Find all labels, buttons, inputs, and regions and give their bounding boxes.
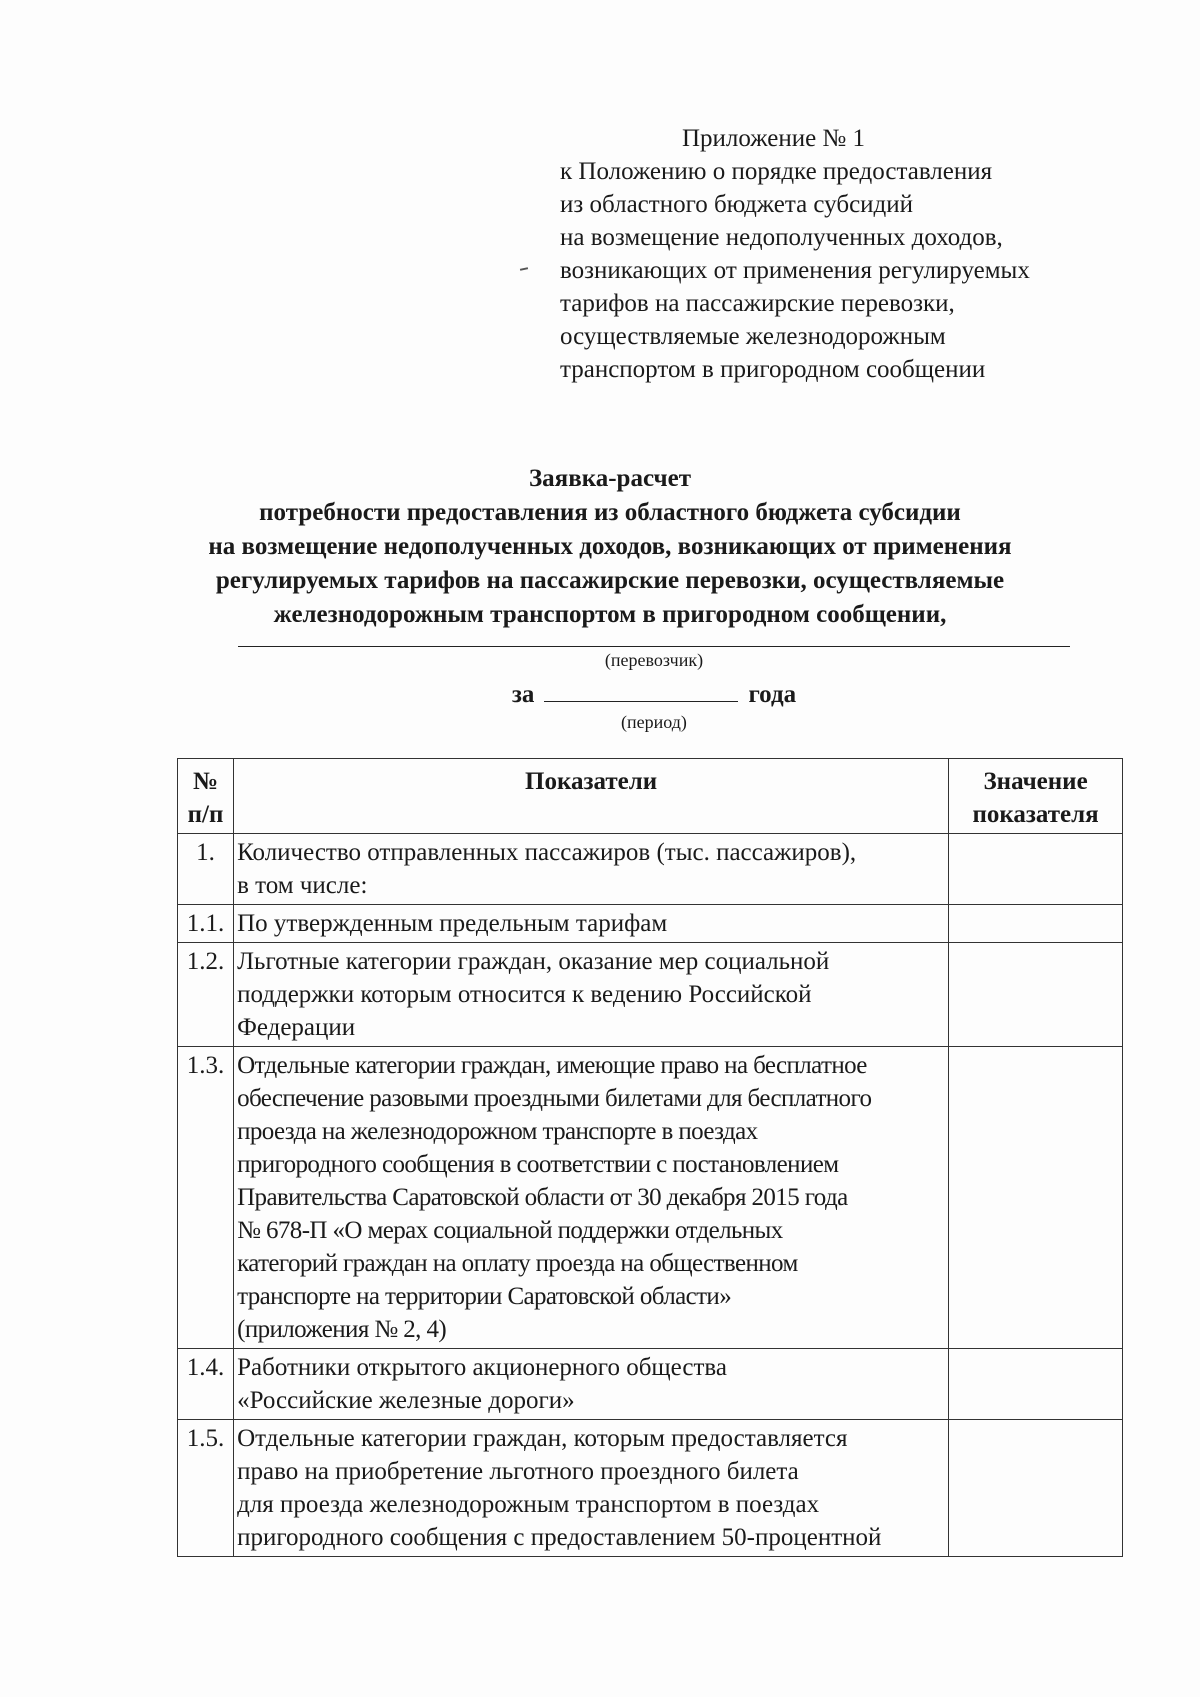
- row-indicator: [234, 1349, 949, 1420]
- header-value-line: показателя: [972, 801, 1099, 828]
- table-row: [178, 834, 1123, 905]
- indicator-line: Работники открытого акционерного общества: [237, 1354, 727, 1381]
- appendix-line: тарифов на пассажирские перевозки,: [560, 290, 955, 317]
- period-fill-line[interactable]: [544, 679, 738, 702]
- header-num-line: №: [192, 768, 219, 795]
- row-number: 1.3.: [178, 1047, 234, 1349]
- table-row: [178, 1047, 1123, 1349]
- period-prefix: за: [511, 681, 535, 708]
- row-value-cell[interactable]: [949, 834, 1123, 905]
- document-title: [150, 462, 1070, 632]
- row-number: 1.4.: [178, 1349, 234, 1420]
- indicator-line: транспорте на территории Саратовской области»: [237, 1283, 732, 1310]
- row-value-cell[interactable]: [949, 943, 1123, 1047]
- row-number: 1.: [178, 834, 234, 905]
- row-indicator: [234, 834, 949, 905]
- table-row: [178, 1349, 1123, 1420]
- appendix-line: на возмещение недополученных доходов,: [560, 224, 1003, 251]
- indicator-line: для проезда железнодорожным транспортом в поездах: [237, 1491, 820, 1518]
- title-line: железнодорожным транспортом в пригородном сообщении,: [273, 601, 947, 628]
- table-row: [178, 905, 1123, 943]
- title-line: на возмещение недополученных доходов, возникающих от применения: [208, 533, 1012, 560]
- indicator-line: поддержки которым относится к ведению Российской: [237, 981, 812, 1008]
- indicator-line: Льготные категории граждан, оказание мер социальной: [237, 948, 830, 975]
- row-number: 1.5.: [178, 1420, 234, 1557]
- row-indicator: [234, 1420, 949, 1557]
- indicator-line: Федерации: [237, 1014, 356, 1041]
- indicator-line: Правительства Саратовской области от 30 декабря 2015 года: [237, 1184, 848, 1211]
- title-line: регулируемых тарифов на пассажирские перевозки, осуществляемые: [215, 567, 1005, 594]
- indicator-line: (приложения № 2, 4): [237, 1316, 447, 1343]
- row-number: 1.1.: [178, 905, 234, 943]
- table-row: [178, 943, 1123, 1047]
- appendix-header: [560, 122, 1120, 386]
- indicator-line: № 678-П «О мерах социальной поддержки отдельных: [237, 1217, 783, 1244]
- carrier-caption: (перевозчик): [604, 650, 704, 670]
- scan-mark: [520, 267, 528, 271]
- indicator-line: категорий граждан на оплату проезда на общественном: [237, 1250, 798, 1277]
- header-num: [178, 759, 234, 834]
- row-value-cell[interactable]: [949, 905, 1123, 943]
- appendix-line: осуществляемые железнодорожным: [560, 323, 946, 350]
- indicator-line: обеспечение разовыми проездными билетами для бесплатного: [237, 1085, 872, 1112]
- row-indicator: [234, 905, 949, 943]
- carrier-fill-line[interactable]: [238, 646, 1070, 647]
- period-row: [238, 678, 1070, 712]
- period-caption: (период): [621, 712, 687, 732]
- indicator-line: По утвержденным предельным тарифам: [237, 910, 668, 937]
- row-indicator: [234, 1047, 949, 1349]
- period-suffix: года: [748, 681, 797, 708]
- appendix-line: из областного бюджета субсидий: [560, 191, 914, 218]
- row-indicator: [234, 943, 949, 1047]
- table-header-row: [178, 759, 1123, 834]
- indicator-line: в том числе:: [237, 872, 368, 899]
- table-body: [178, 834, 1123, 1557]
- appendix-title: Приложение № 1: [682, 125, 866, 152]
- title-line: потребности предоставления из областного бюджета субсидии: [259, 499, 961, 526]
- indicator-line: право на приобретение льготного проездного билета: [237, 1458, 799, 1485]
- row-value-cell[interactable]: [949, 1349, 1123, 1420]
- indicator-line: пригородного сообщения с предоставлением 50-процентной: [237, 1524, 882, 1551]
- indicator-line: Отдельные категории граждан, имеющие право на бесплатное: [237, 1052, 867, 1079]
- indicators-table: [177, 758, 1123, 1557]
- row-value-cell[interactable]: [949, 1047, 1123, 1349]
- indicator-line: «Российские железные дороги»: [237, 1387, 575, 1414]
- appendix-line: возникающих от применения регулируемых: [560, 257, 1030, 284]
- indicator-line: пригородного сообщения в соответствии с постановлением: [237, 1151, 839, 1178]
- indicator-line: Отдельные категории граждан, которым предоставляется: [237, 1425, 848, 1452]
- title-line: Заявка-расчет: [528, 465, 692, 492]
- header-name: Показатели: [234, 759, 949, 834]
- indicator-line: Количество отправленных пассажиров (тыс. пассажиров),: [237, 839, 857, 866]
- header-value-line: Значение: [983, 768, 1088, 795]
- indicator-line: проезда на железнодорожном транспорте в поездах: [237, 1118, 758, 1145]
- row-value-cell[interactable]: [949, 1420, 1123, 1557]
- header-num-line: п/п: [187, 801, 224, 828]
- table-row: [178, 1420, 1123, 1557]
- row-number: 1.2.: [178, 943, 234, 1047]
- header-value: [949, 759, 1123, 834]
- appendix-line: к Положению о порядке предоставления: [560, 158, 993, 185]
- appendix-line: транспортом в пригородном сообщении: [560, 356, 986, 383]
